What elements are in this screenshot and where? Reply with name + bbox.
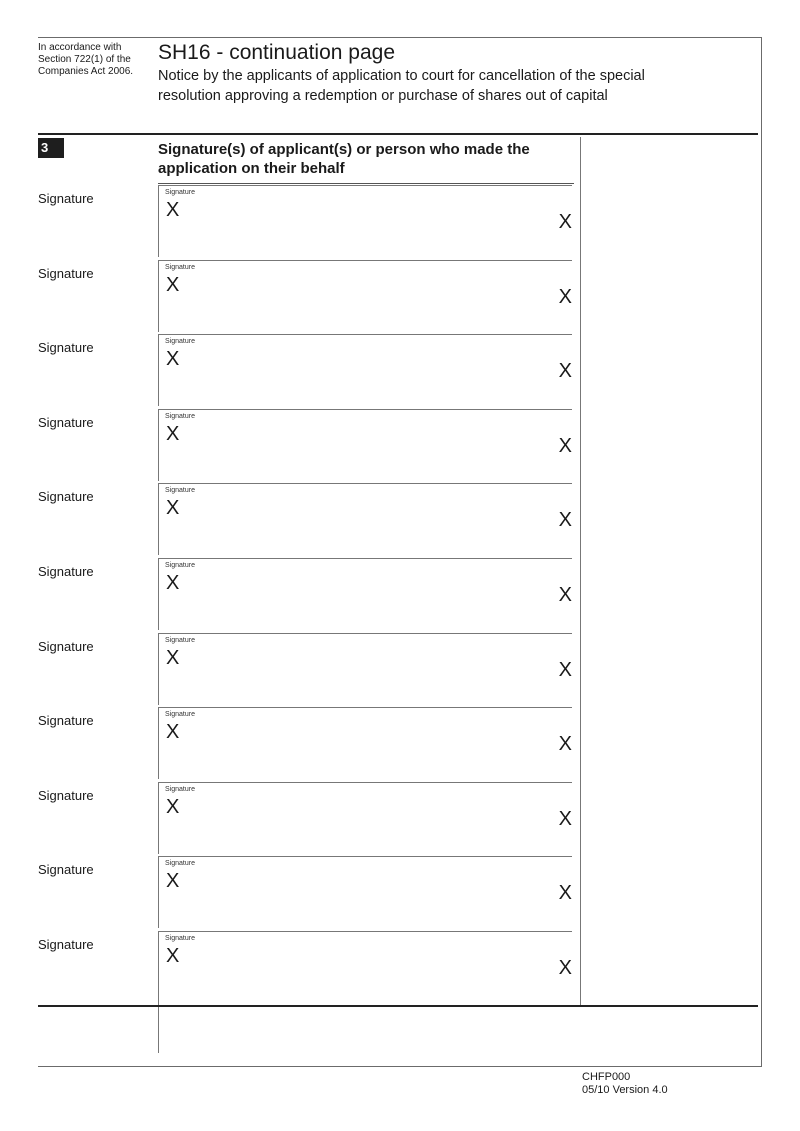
signature-field[interactable]	[158, 782, 572, 854]
signature-label: Signature	[38, 489, 94, 505]
signature-label: Signature	[38, 638, 94, 654]
sign-here-mark-end: X	[558, 509, 572, 532]
signature-label: Signature	[38, 713, 94, 729]
sign-here-mark: X	[166, 273, 180, 296]
section-end-rule	[38, 1005, 758, 1007]
signature-field-caption: Signature	[165, 785, 195, 793]
signature-label: Signature	[38, 414, 94, 430]
signature-row	[38, 558, 574, 632]
sign-here-mark: X	[166, 348, 180, 371]
signature-field[interactable]	[158, 707, 572, 779]
signature-label: Signature	[38, 265, 94, 281]
signature-field[interactable]	[158, 260, 572, 332]
signature-label: Signature	[38, 564, 94, 579]
sign-here-mark: X	[166, 497, 180, 520]
signature-field[interactable]	[158, 334, 572, 406]
signature-row	[38, 334, 574, 408]
signature-label: Signature	[38, 937, 94, 952]
signature-field[interactable]	[158, 185, 572, 257]
signature-field[interactable]	[158, 856, 572, 928]
sign-here-mark: X	[166, 422, 180, 445]
signature-label: Signature	[38, 340, 94, 356]
signature-label: Signature	[38, 862, 94, 878]
sign-here-mark-end: X	[558, 807, 572, 830]
legal-reference-note: In accordance with Section 722(1) of the Companies Act 2006.	[38, 42, 134, 77]
sign-here-mark-end: X	[558, 434, 572, 457]
signature-label: Signature	[38, 191, 94, 206]
sign-here-mark: X	[166, 721, 180, 744]
sign-here-mark-end: X	[558, 733, 572, 756]
signature-row	[38, 633, 574, 707]
signature-field-caption: Signature	[165, 562, 195, 569]
form-title: SH16 - continuation page	[158, 41, 395, 64]
signature-field[interactable]	[158, 483, 572, 555]
sign-here-mark: X	[166, 572, 180, 594]
sign-here-mark-end: X	[558, 584, 572, 606]
sign-here-mark: X	[166, 646, 180, 669]
sign-here-mark: X	[166, 199, 180, 221]
signature-field-caption: Signature	[165, 487, 195, 495]
sign-here-mark-end: X	[558, 957, 572, 979]
sign-here-mark-end: X	[558, 882, 572, 905]
signature-field[interactable]	[158, 558, 572, 630]
footer-version: 05/10 Version 4.0	[582, 1084, 668, 1096]
sign-here-mark-end: X	[558, 211, 572, 233]
signature-field[interactable]	[158, 409, 572, 481]
footer-form-code: CHFP000	[582, 1071, 631, 1083]
signature-field[interactable]	[158, 931, 572, 1053]
sign-here-mark: X	[166, 870, 180, 893]
sign-here-mark-end: X	[558, 285, 572, 308]
signature-row	[38, 931, 574, 1005]
footer-rule	[38, 1066, 762, 1067]
signature-row	[38, 185, 574, 259]
sign-here-mark: X	[166, 945, 180, 967]
signature-field-caption: Signature	[165, 860, 195, 868]
signature-field-caption: Signature	[165, 263, 195, 271]
signature-field[interactable]	[158, 633, 572, 705]
top-border	[38, 37, 762, 38]
signature-field-caption: Signature	[165, 636, 195, 644]
signature-row	[38, 409, 574, 483]
sign-here-mark-end: X	[558, 360, 572, 383]
signature-row	[38, 707, 574, 781]
signature-row	[38, 782, 574, 856]
section-number-badge: 3	[38, 138, 64, 158]
sign-here-mark-end: X	[558, 658, 572, 681]
signature-row	[38, 483, 574, 557]
section-divider	[38, 133, 758, 135]
signature-field-caption: Signature	[165, 711, 195, 719]
signature-label: Signature	[38, 787, 94, 803]
signature-field-caption: Signature	[165, 412, 195, 420]
signature-field-caption: Signature	[165, 189, 195, 196]
sign-here-mark: X	[166, 795, 180, 818]
form-subtitle: Notice by the applicants of application to court for cancellation of the special resolution approving a redemption or purchase of shares out of capital	[158, 68, 645, 104]
section-title: Signature(s) of applicant(s) or person who made the application on their behalf	[158, 141, 530, 177]
signature-row	[38, 260, 574, 334]
right-column-divider	[580, 137, 581, 1005]
signature-row	[38, 856, 574, 930]
signature-field-caption: Signature	[165, 935, 195, 942]
section-title-underline	[158, 183, 574, 184]
right-border	[761, 37, 762, 1067]
signature-field-caption: Signature	[165, 338, 195, 346]
